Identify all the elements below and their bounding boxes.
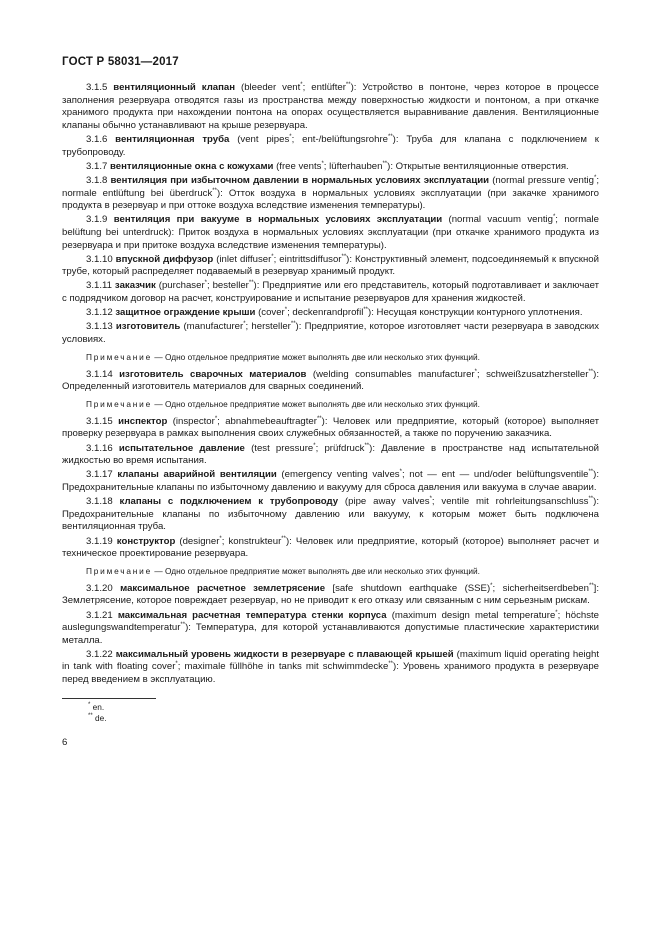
- term-translation: ; hersteller: [245, 321, 291, 333]
- term-entry: [62, 649, 599, 687]
- note-text: Одно отдельное предприятие может выполнять две или несколько этих функций.: [164, 565, 480, 576]
- term-definition: Давление в пространстве над испытательной жидкостью во время испытания.: [62, 442, 600, 467]
- note-tag: Примечание: [86, 565, 153, 576]
- term-definition: Предприятие или его представитель, который подготавливает и заключает с подрядчиком договор на расчет, конструирование и испытание резервуаров для хранения жидкостей.: [62, 280, 599, 305]
- footnote-mark: *: [313, 442, 316, 449]
- term-name: изготовитель сварочных материалов: [119, 368, 307, 380]
- term-translation: ; schweißzusatzhersteller: [476, 368, 589, 380]
- footnote-mark: **: [88, 713, 93, 720]
- footnote-mark: **: [345, 81, 351, 88]
- term-definition: Несущая конструкции контурного уплотнения.: [376, 307, 583, 319]
- footnote-mark: **: [212, 187, 217, 194]
- term-close: ):: [369, 442, 382, 454]
- footnotes: [62, 702, 599, 725]
- term-name: максимальная расчетная температура стенки корпуса: [117, 609, 387, 621]
- term-open: (manufacturer: [180, 321, 244, 333]
- term-entry: [62, 469, 599, 494]
- footnote-divider: [62, 698, 156, 699]
- term-number: 3.1.5: [86, 82, 108, 93]
- footnote-mark: *: [271, 253, 274, 260]
- term-definition: Человек или предприятие, который (которое) выполняет расчет и техническое проектирование резервуара.: [62, 535, 599, 560]
- term-translation: ; lüfterhauben: [323, 160, 383, 172]
- page-header: ГОСТ Р 58031—2017: [62, 56, 179, 68]
- footnote-mark: **: [248, 280, 254, 287]
- footnote: [62, 702, 599, 714]
- footnote-mark: **: [281, 535, 286, 542]
- term-translation: ; konstrukteur: [221, 535, 282, 547]
- term-open: (bleeder vent: [235, 82, 301, 93]
- term-translation: ; besteller: [206, 280, 249, 292]
- term-definition: Определенный изготовитель материалов для сварных соединений.: [62, 381, 364, 393]
- term-close: ):: [216, 187, 229, 199]
- footnote-mark: *: [399, 469, 402, 476]
- term-name: изготовитель: [115, 321, 181, 333]
- footnote-mark: *: [429, 495, 432, 502]
- term-name: вентиляционный клапан: [113, 82, 236, 93]
- term-entry: [62, 134, 599, 159]
- term-translation: ; entlüfter: [302, 82, 346, 93]
- term-close: ):: [350, 82, 363, 93]
- note-tag: Примечание: [86, 398, 153, 409]
- footnote-text: en.: [90, 701, 105, 712]
- term-open: (maximum liquid operating height in tank with floating cover: [62, 648, 599, 673]
- term-open: (normal vacuum ventig: [442, 214, 553, 226]
- term-open: (maximum design metal temperature: [386, 609, 556, 621]
- term-close: ):: [321, 415, 333, 427]
- term-close: ):: [295, 321, 305, 333]
- term-close: ):: [285, 535, 296, 547]
- term-name: максимальный уровень жидкости в резервуаре с плавающей крышей: [115, 648, 454, 660]
- term-number: 3.1.16: [86, 442, 113, 454]
- term-entry: [62, 82, 599, 132]
- term-translation: ; abnahmebeauftragter: [217, 415, 317, 427]
- term-open: (emergency venting valves: [276, 469, 400, 481]
- footnote-mark: *: [214, 415, 218, 422]
- note: [62, 566, 599, 577]
- footnote-mark: *: [88, 701, 91, 708]
- term-entry: [62, 369, 599, 394]
- term-open: [safe shutdown earthquake (SSE): [325, 582, 491, 594]
- term-number: 3.1.21: [86, 609, 113, 621]
- term-translation: ; eintrittsdiffusor: [273, 253, 342, 265]
- term-definition: Предохранительные клапаны по избыточному давлению или вакууму, к которым может быть подключена вентиляционная труба.: [62, 508, 599, 533]
- term-entry: [62, 254, 599, 279]
- term-definition: Приток воздуха в нормальных условиях эксплуатации (при откачке хранимого продукта из резервуара и при притоке воздуха вследствие изменения температуры).: [62, 226, 600, 251]
- footnote-mark: **: [387, 133, 393, 140]
- footnote-mark: *: [175, 661, 178, 668]
- term-translation: ; ent-/belüftungsrohre: [291, 133, 388, 145]
- term-entry: [62, 307, 599, 320]
- term-entry: [62, 610, 599, 648]
- term-translation: ; ventile mit rohrleitungsanschluss: [431, 496, 589, 508]
- term-close: ):: [593, 469, 599, 481]
- page-number: 6: [62, 736, 68, 748]
- footnote-mark: *: [204, 280, 207, 287]
- term-definition: Открытые вентиляционные отверстия.: [395, 160, 569, 172]
- term-open: (purchaser: [155, 280, 205, 292]
- term-open: (inlet diffuser: [213, 253, 272, 265]
- terms-list: [62, 82, 599, 687]
- term-definition: Уровень хранимого продукта в резервуаре перед введением в эксплуатацию.: [62, 661, 599, 686]
- footnote-text: de.: [92, 713, 107, 724]
- footnote-mark: *: [593, 174, 597, 181]
- term-name: клапаны аварийной вентиляции: [117, 469, 277, 481]
- term-close: ):: [346, 253, 356, 265]
- term-definition: Отток воздуха в нормальных условиях эксплуатации (при закачке хранимого продукта в резервуар и при оттоке воздуха вследствие изменения температуры).: [62, 187, 600, 212]
- term-number: 3.1.11: [86, 280, 112, 292]
- footnote-mark: **: [588, 368, 594, 375]
- term-translation: ; höchste auslegungswandtemperatur: [62, 609, 600, 634]
- footnote-mark: **: [290, 321, 296, 328]
- term-entry: [62, 214, 599, 252]
- note-text: Одно отдельное предприятие может выполнять две или несколько этих функций.: [164, 398, 480, 409]
- term-open: (test pressure: [244, 442, 314, 454]
- footnote-mark: *: [552, 214, 556, 221]
- term-entry: [62, 175, 599, 213]
- term-close: ):: [393, 661, 403, 673]
- term-number: 3.1.15: [86, 415, 113, 427]
- term-open: (vent pipes: [229, 133, 290, 145]
- term-name: испытательное давление: [118, 442, 245, 454]
- term-number: 3.1.6: [86, 133, 108, 145]
- term-number: 3.1.13: [86, 321, 113, 333]
- term-close: ):: [387, 160, 396, 172]
- term-translation: ; prüfdruck: [315, 442, 365, 454]
- term-translation: ; deckenrandprofil: [287, 307, 364, 319]
- term-close: ):: [253, 280, 263, 292]
- term-entry: [62, 321, 599, 346]
- term-entry: [62, 280, 599, 305]
- term-number: 3.1.7: [86, 160, 108, 172]
- term-close: ):: [368, 307, 377, 319]
- term-definition: Предприятие, которое изготовляет части резервуара в заводских условиях.: [62, 321, 599, 346]
- term-open: (welding consumables manufacturer: [306, 368, 475, 380]
- term-close: ):: [593, 368, 600, 380]
- term-open: (normal pressure ventig: [489, 174, 594, 186]
- term-name: вентиляционные окна с кожухами: [110, 160, 274, 172]
- term-definition: Землетрясение, которое повреждает резервуар, но не приводит к его отказу или связанным с ним серьезным рискам.: [62, 595, 590, 607]
- term-entry: [62, 496, 599, 534]
- footnote-mark: *: [300, 81, 303, 88]
- term-entry: [62, 161, 599, 174]
- note: [62, 399, 599, 410]
- footnote-mark: **: [341, 253, 347, 260]
- term-number: 3.1.20: [86, 582, 113, 594]
- term-definition: Человек или предприятие, который (которое) выполняет проверку резервуара в рамках выполнения своих служебных обязанностей, а также по поручению заказчика.: [62, 415, 599, 440]
- footnote: [62, 713, 599, 725]
- term-entry: [62, 536, 599, 561]
- term-definition: Устройство в понтоне, через которое в процессе заполнения резервуара отводятся газы из пространства между поверхностью жидкости и понтоном, а при откачке хранимого продукта при нахождении понтона на опорах осуществляется выравнивание давления. Вентиляционные клапаны обычно устанавливают на крыше резервуара.: [62, 82, 599, 131]
- term-close: ]:: [593, 582, 599, 594]
- term-number: 3.1.10: [86, 253, 113, 265]
- footnote-mark: *: [219, 535, 222, 542]
- term-name: инспектор: [118, 415, 168, 427]
- term-name: впускной диффузор: [115, 253, 214, 265]
- term-definition: Температура, для которой устанавливаются допустимые пластические характеристики металла.: [62, 622, 599, 646]
- footnote-mark: **: [180, 621, 186, 628]
- term-name: вентиляция при вакууме в нормальных условиях эксплуатации: [113, 214, 443, 226]
- term-entry: [62, 416, 599, 441]
- term-close: ):: [185, 622, 196, 634]
- term-translation: ; normale entlüftung bei überdruck: [62, 174, 599, 199]
- term-name: клапаны с подключением к трубопроводу: [119, 496, 339, 508]
- term-number: 3.1.12: [86, 307, 113, 319]
- term-name: максимальное расчетное землетрясение: [120, 582, 326, 594]
- footnote-mark: *: [555, 609, 558, 616]
- footnote-mark: *: [321, 160, 324, 167]
- term-definition: Труба для клапана с подключением к трубопроводу.: [62, 133, 599, 158]
- footnote-mark: **: [363, 307, 369, 314]
- term-definition: Предохранительные клапаны по избыточному давлению и вакууму для сброса давления или вакуума в случае аварии.: [62, 481, 597, 493]
- footnote-mark: *: [284, 307, 288, 314]
- footnote-mark: **: [588, 495, 594, 502]
- term-entry: [62, 583, 599, 608]
- term-open: (cover: [255, 307, 285, 319]
- term-open: (inspector: [167, 415, 215, 427]
- term-number: 3.1.14: [86, 368, 113, 380]
- footnote-mark: **: [588, 469, 594, 476]
- term-name: вентиляционная труба: [115, 133, 230, 145]
- footnote-mark: **: [382, 160, 388, 167]
- footnote-mark: **: [388, 661, 393, 668]
- term-open: (pipe away valves: [338, 496, 430, 508]
- term-translation: ; sicherheitserdbeben: [492, 582, 589, 594]
- note-dash: —: [152, 565, 165, 576]
- note-tag: Примечание: [86, 351, 153, 362]
- term-entry: [62, 443, 599, 468]
- term-name: защитное ограждение крыши: [115, 307, 256, 319]
- term-name: заказчик: [114, 280, 156, 292]
- term-number: 3.1.17: [86, 469, 113, 481]
- term-number: 3.1.8: [86, 174, 108, 186]
- term-number: 3.1.18: [86, 496, 113, 508]
- term-name: конструктор: [116, 535, 176, 547]
- footnote-mark: *: [243, 321, 246, 328]
- term-number: 3.1.9: [86, 214, 108, 226]
- footnote-mark: *: [474, 368, 477, 375]
- note-dash: —: [152, 398, 165, 409]
- note: [62, 352, 599, 363]
- footnote-mark: **: [364, 442, 370, 449]
- term-translation: ; maximale füllhöhe in tanks mit schwimmdecke: [177, 661, 389, 673]
- footnote-mark: **: [316, 415, 322, 422]
- term-translation: ; not — ent — und/oder belüftungsventile: [401, 469, 589, 481]
- term-open: (designer: [175, 535, 220, 547]
- term-number: 3.1.22: [86, 648, 113, 660]
- note-dash: —: [152, 351, 165, 362]
- term-name: вентиляция при избыточном давлении в нормальных условиях эксплуатации: [110, 174, 490, 186]
- term-close: ):: [593, 496, 599, 508]
- term-close: ):: [392, 133, 407, 145]
- footnote-mark: *: [289, 133, 292, 140]
- term-number: 3.1.19: [86, 535, 113, 547]
- term-open: (free vents: [273, 160, 322, 172]
- footnote-mark: **: [588, 582, 594, 589]
- term-close: ):: [168, 226, 179, 238]
- term-translation: ; normale belüftung bei unterdruck: [62, 214, 599, 238]
- footnote-mark: *: [490, 582, 493, 589]
- note-text: Одно отдельное предприятие может выполнять две или несколько этих функций.: [164, 351, 480, 362]
- term-definition: Конструктивный элемент, подсоединяемый к впускной трубе, который распределяет подаваемый в резервуар хранимый продукт.: [62, 253, 599, 278]
